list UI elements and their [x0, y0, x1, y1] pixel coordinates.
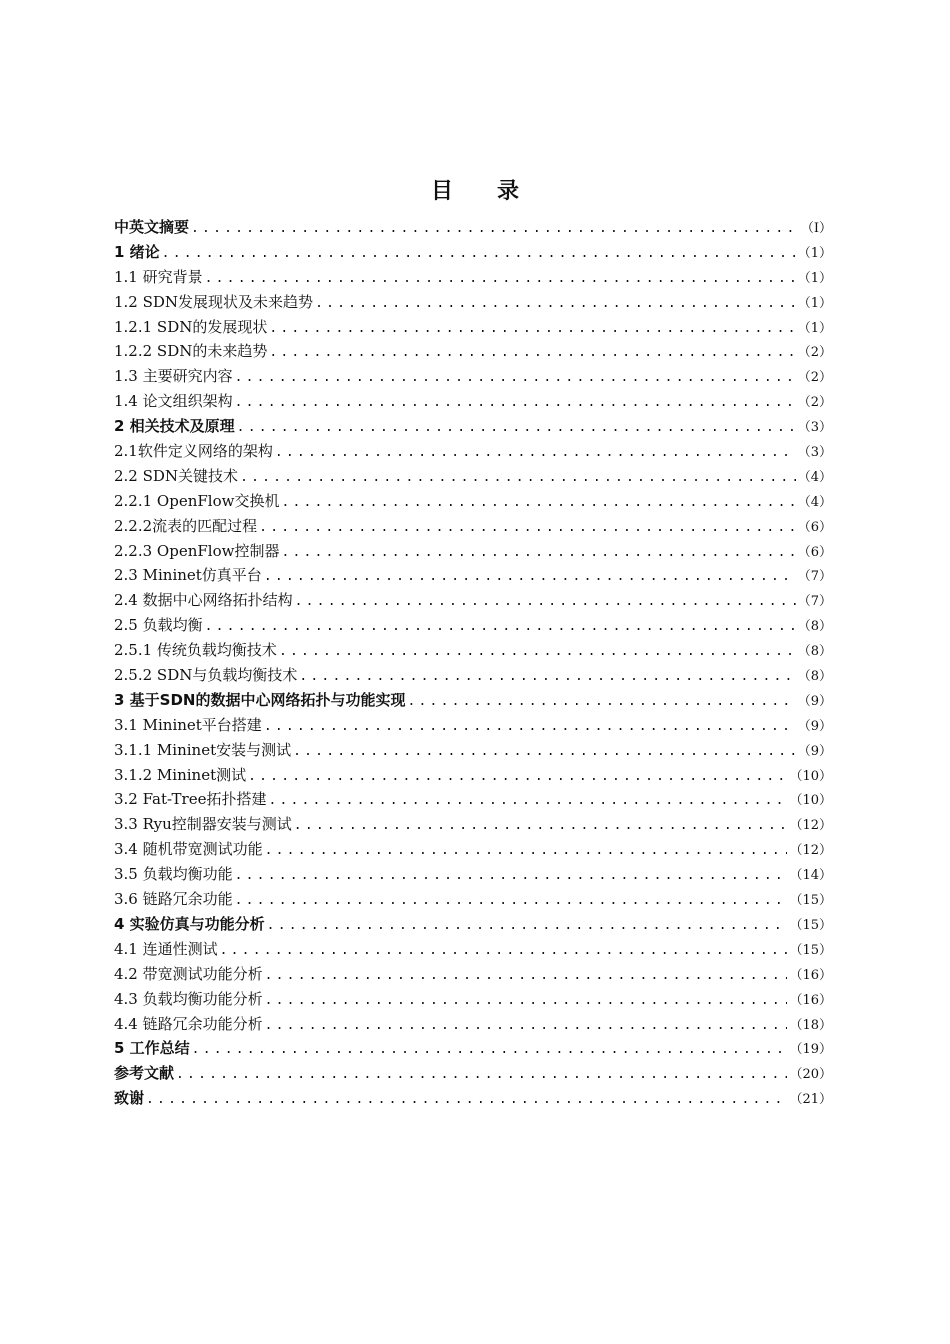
toc-entry-label: 3.6 链路冗余功能 — [114, 890, 233, 909]
toc-entry[interactable] — [114, 639, 832, 664]
toc-leader-dots — [293, 745, 796, 758]
toc-entry-page-number: （9） — [797, 693, 832, 709]
toc-entry[interactable] — [114, 266, 832, 291]
toc-entry-label: 2.2.2流表的匹配过程 — [114, 516, 258, 535]
toc-entry[interactable] — [114, 664, 832, 689]
toc-entry[interactable] — [114, 540, 832, 565]
toc-entry-page-number: （3） — [797, 445, 832, 461]
toc-entry-page-number: （4） — [797, 494, 832, 510]
toc-entry-page-number: （8） — [797, 644, 832, 660]
toc-entry-label: 4.2 带宽测试功能分析 — [114, 964, 263, 983]
toc-entry[interactable] — [114, 440, 832, 465]
toc-entry[interactable] — [114, 291, 832, 316]
toc-entry-label: 4 实验仿真与功能分析 — [114, 914, 265, 933]
toc-entry-page-number: （8） — [797, 669, 832, 685]
toc-entry-label: 1.1 研究背景 — [114, 267, 203, 286]
toc-entry[interactable] — [114, 589, 832, 614]
toc-entry[interactable] — [114, 390, 832, 415]
toc-entry[interactable] — [114, 365, 832, 390]
toc-entry[interactable] — [114, 813, 832, 838]
toc-leader-dots — [240, 471, 796, 484]
toc-leader-dots — [269, 346, 795, 359]
toc-leader-dots — [235, 396, 796, 409]
toc-entry-page-number: （15） — [789, 893, 832, 909]
toc-entry-label: 2.1软件定义网络的架构 — [114, 442, 273, 461]
toc-entry-label: 3 基于SDN的数据中心网络拓扑与功能实现 — [114, 690, 406, 709]
toc-leader-dots — [176, 1068, 787, 1081]
toc-entry-label: 3.5 负载均衡功能 — [114, 865, 233, 884]
toc-leader-dots — [146, 1093, 787, 1106]
toc-leader-dots — [205, 272, 796, 285]
toc-leader-dots — [315, 297, 796, 310]
toc-entry-page-number: （19） — [789, 1042, 832, 1058]
toc-entry-page-number: （16） — [789, 992, 832, 1008]
toc-entry-page-number: （21） — [789, 1092, 832, 1108]
toc-leader-dots — [265, 969, 788, 982]
toc-entry-page-number: （16） — [789, 967, 832, 983]
toc-leader-dots — [407, 695, 795, 708]
toc-entry[interactable] — [114, 963, 832, 988]
toc-entry[interactable] — [114, 241, 832, 266]
toc-entry-label: 3.1.2 Mininet测试 — [114, 765, 247, 784]
toc-entry-label: 5 工作总结 — [114, 1039, 190, 1058]
toc-leader-dots — [235, 894, 788, 907]
toc-entry-label: 2.2.3 OpenFlow控制器 — [114, 541, 280, 560]
toc-leader-dots — [237, 421, 796, 434]
toc-entry-page-number: （2） — [797, 370, 832, 386]
toc-entry-label: 3.3 Ryu控制器安装与测试 — [114, 815, 292, 834]
toc-entry[interactable] — [114, 465, 832, 490]
toc-entry-page-number: （I） — [800, 221, 832, 236]
toc-leader-dots — [191, 222, 799, 235]
toc-leader-dots — [265, 1019, 788, 1032]
toc-entry-page-number: （2） — [797, 345, 832, 361]
toc-entry-label: 致谢 — [114, 1089, 145, 1108]
toc-entry[interactable] — [114, 888, 832, 913]
toc-entry[interactable] — [114, 714, 832, 739]
toc-entry-page-number: （18） — [789, 1017, 832, 1033]
toc-leader-dots — [205, 620, 796, 633]
toc-entry-label: 3.1.1 Mininet安装与测试 — [114, 740, 292, 759]
toc-entry-page-number: （4） — [797, 469, 832, 485]
toc-entry[interactable] — [114, 788, 832, 813]
toc-entry[interactable] — [114, 340, 832, 365]
toc-entry[interactable] — [114, 988, 832, 1013]
toc-entry-page-number: （20） — [789, 1067, 832, 1083]
toc-leader-dots — [265, 844, 788, 857]
toc-entry-page-number: （15） — [789, 917, 832, 933]
toc-entry[interactable] — [114, 216, 832, 241]
toc-entry-page-number: （6） — [797, 519, 832, 535]
toc-entry-page-number: （9） — [797, 718, 832, 734]
toc-entry-label: 4.3 负载均衡功能分析 — [114, 989, 263, 1008]
toc-leader-dots — [235, 869, 788, 882]
toc-entry[interactable] — [114, 515, 832, 540]
toc-entry[interactable] — [114, 1037, 832, 1062]
toc-entry-page-number: （8） — [797, 619, 832, 635]
toc-entry-label: 3.2 Fat-Tree拓扑搭建 — [114, 790, 267, 809]
toc-entry[interactable] — [114, 1062, 832, 1087]
toc-entry-page-number: （6） — [797, 544, 832, 560]
toc-entry-label: 1.2.2 SDN的未来趋势 — [114, 342, 268, 361]
toc-entry-label: 2.5.1 传统负载均衡技术 — [114, 641, 277, 660]
toc-entry-page-number: （1） — [797, 295, 832, 311]
toc-entry[interactable] — [114, 689, 832, 714]
toc-leader-dots — [275, 446, 796, 459]
toc-entry-label: 4.4 链路冗余功能分析 — [114, 1014, 263, 1033]
toc-entry-page-number: （2） — [797, 395, 832, 411]
toc-leader-dots — [259, 521, 796, 534]
toc-leader-dots — [248, 770, 787, 783]
toc-leader-dots — [294, 819, 788, 832]
toc-leader-dots — [268, 794, 787, 807]
page-title: 目录 — [430, 178, 563, 204]
toc-leader-dots — [192, 1043, 788, 1056]
toc-entry-label: 中英文摘要 — [114, 218, 190, 236]
toc-leader-dots — [162, 247, 796, 260]
table-of-contents — [114, 216, 832, 1112]
toc-entry-page-number: （7） — [797, 594, 832, 610]
toc-leader-dots — [281, 496, 795, 509]
toc-entry[interactable] — [114, 739, 832, 764]
toc-leader-dots — [265, 994, 788, 1007]
toc-leader-dots — [235, 371, 796, 384]
toc-entry[interactable] — [114, 838, 832, 863]
toc-entry[interactable] — [114, 415, 832, 440]
toc-entry-page-number: （1） — [797, 320, 832, 336]
toc-entry-label: 2.5 负载均衡 — [114, 616, 203, 635]
toc-entry-page-number: （1） — [797, 245, 832, 261]
toc-entry[interactable] — [114, 614, 832, 639]
toc-entry-page-number: （3） — [797, 420, 832, 436]
toc-entry-label: 2.2 SDN关键技术 — [114, 466, 239, 485]
toc-entry-label: 2 相关技术及原理 — [114, 417, 235, 436]
toc-entry[interactable] — [114, 564, 832, 589]
toc-leader-dots — [269, 322, 795, 335]
toc-leader-dots — [267, 919, 788, 932]
toc-entry-page-number: （1） — [797, 270, 832, 286]
toc-leader-dots — [281, 546, 795, 559]
toc-leader-dots — [279, 645, 796, 658]
toc-entry[interactable] — [114, 1087, 832, 1112]
toc-leader-dots — [264, 720, 796, 733]
toc-entry[interactable] — [114, 863, 832, 888]
toc-entry-page-number: （7） — [797, 569, 832, 585]
toc-entry-label: 参考文献 — [114, 1064, 175, 1083]
toc-entry[interactable] — [114, 938, 832, 963]
toc-entry-page-number: （9） — [797, 743, 832, 759]
toc-entry-label: 2.2.1 OpenFlow交换机 — [114, 491, 280, 510]
toc-leader-dots — [299, 670, 795, 683]
toc-leader-dots — [220, 944, 788, 957]
toc-entry-page-number: （10） — [789, 793, 832, 809]
toc-entry-label: 2.3 Mininet仿真平台 — [114, 566, 262, 585]
toc-entry[interactable] — [114, 316, 832, 341]
toc-leader-dots — [264, 570, 796, 583]
toc-entry-page-number: （10） — [789, 768, 832, 784]
toc-entry[interactable] — [114, 1013, 832, 1038]
toc-leader-dots — [295, 595, 796, 608]
toc-entry-label: 1.2 SDN发展现状及未来趋势 — [114, 292, 314, 311]
toc-entry-page-number: （12） — [789, 843, 832, 859]
toc-entry-page-number: （14） — [789, 868, 832, 884]
toc-entry[interactable] — [114, 764, 832, 789]
toc-entry-label: 2.4 数据中心网络拓扑结构 — [114, 591, 293, 610]
toc-entry-label: 3.1 Mininet平台搭建 — [114, 715, 262, 734]
toc-entry[interactable] — [114, 913, 832, 938]
toc-entry-page-number: （12） — [789, 818, 832, 834]
toc-entry-label: 1.4 论文组织架构 — [114, 392, 233, 411]
toc-entry-label: 2.5.2 SDN与负载均衡技术 — [114, 666, 298, 685]
toc-entry-label: 4.1 连通性测试 — [114, 939, 218, 958]
toc-entry[interactable] — [114, 490, 832, 515]
toc-entry-label: 1.2.1 SDN的发展现状 — [114, 317, 268, 336]
toc-entry-label: 1.3 主要研究内容 — [114, 367, 233, 386]
toc-entry-label: 3.4 随机带宽测试功能 — [114, 840, 263, 859]
toc-entry-label: 1 绪论 — [114, 242, 160, 261]
toc-entry-page-number: （15） — [789, 942, 832, 958]
